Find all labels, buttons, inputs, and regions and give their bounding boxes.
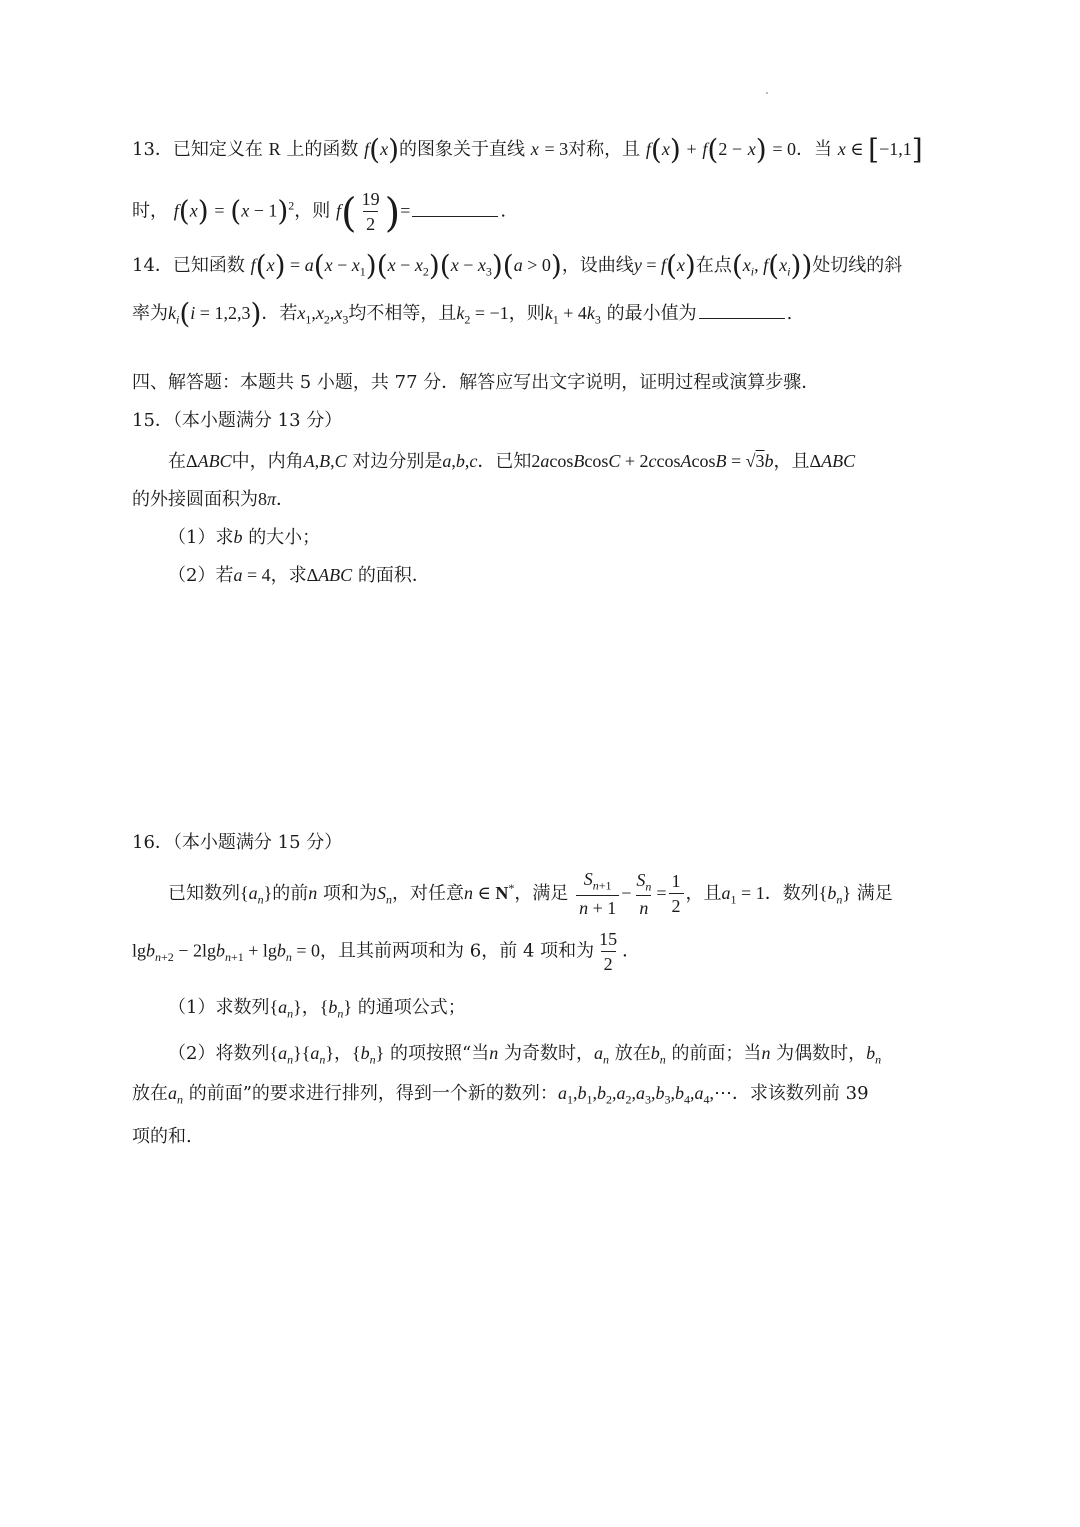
fraction-1-over-2: $\frac{1}{2}$: [669, 872, 684, 915]
fraction-15-over-2: $\frac{15}{2}$: [599, 929, 618, 974]
q13-number: 13．: [132, 139, 173, 160]
q13-line2: 时， $f(x) = (x - 1)^2$，则 f( $\frac{19}{2}$ )= .: [132, 189, 507, 237]
answer-blank-14[interactable]: [699, 318, 785, 319]
q14-number: 14．: [132, 255, 173, 276]
q15-part2: （2）若a = 4，求ΔABC 的面积．: [168, 565, 430, 586]
q16-line-c: 项的和.: [132, 1126, 192, 1147]
q16-header: 16．（本小题满分 15 分）: [132, 832, 343, 853]
q14-line2: 率为$k_i(i = 1,2,3)$．若$x_1,x_2,x_3$均不相等，且$k_2 = -1$，则$k_1 + 4k_3$ 的最小值为 .: [132, 297, 793, 330]
q15-line2: 的外接圆面积为8π．: [132, 489, 295, 510]
q13-line1: 13．已知定义在 R 上的函数 f(x)的图象关于直线 x = 3对称，且 f(x) + f(2 − x) = 0．当 x ∈ [−1,1]: [132, 133, 923, 166]
fraction-sn-over-n: $\frac{S_n}{n}$: [636, 869, 652, 919]
q16-line2: lgb$_{n+2}$ − 2lgb$_{n+1}$ + lgb$_n$ = 0，且其前两项和为 6，前 4 项和为 $\frac{15}{2}$ ．: [132, 929, 641, 974]
q14-line1: 14．已知函数 $f(x) = a(x - x_1)(x - x_2)(x - x_3)(a > 0)$，设曲线y = f(x)在点($x_i$, $f(x_i)$)处切线的斜: [132, 249, 903, 282]
q16-line-b: 放在$a_n$ 的前面”的要求进行排列，得到一个新的数列：$a_1,b_1,b_2,a_2,a_3,b_3,b_4,a_4,\cdots$．求该数列前 39: [132, 1083, 869, 1107]
section-heading: 四、解答题：本题共 5 小题，共 77 分．解答应写出文字说明，证明过程或演算步骤．: [132, 372, 820, 393]
q15-header: 15．（本小题满分 13 分）: [132, 410, 343, 431]
fraction-19-over-2: $\frac{19}{2}$: [361, 189, 380, 234]
q15-line1: 在ΔABC中，内角A,B,C 对边分别是a,b,c．已知2acosBcosC + 2ccosAcosB = √3b，且ΔABC: [168, 451, 856, 472]
q15-part1: （1）求b 的大小；: [168, 527, 321, 548]
q16-part2: （2）将数列$\{a_n\}\{a_n\}$，$\{b_n\}$ 的项按照“当n 为奇数时，$a_n$ 放在$b_n$ 的前面；当n 为偶数时，$b_n$: [168, 1043, 882, 1067]
q16-part1: （1）求数列$\{a_n\}$，$\{b_n\}$ 的通项公式；: [168, 997, 466, 1021]
fraction-sn1-over-n1: $\frac{S_{n+1}}{n + 1}$: [576, 870, 619, 918]
scan-dot: [766, 92, 768, 94]
answer-blank-13[interactable]: [412, 216, 498, 217]
q16-line1: 已知数列$\{a_n\}$的前n 项和为$S_n$，对任意n ∈ N*，满足 $\frac{S_{n+1}}{n + 1}$ − $\frac{S_n}{n}$ = $\frac{1}{2}$ ，且$a_1 = 1$．数列$\{b_n\}$ 满足: [168, 869, 893, 919]
